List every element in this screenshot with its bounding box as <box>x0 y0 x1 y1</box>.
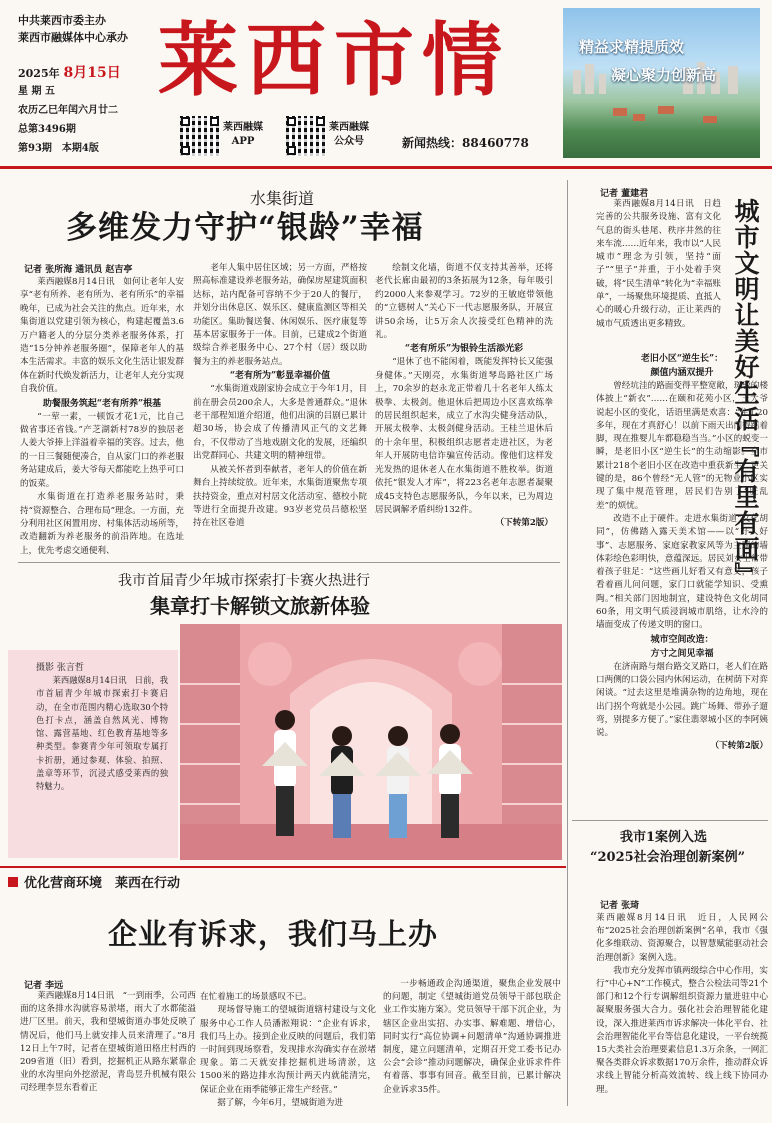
article1-col3-subhead: “老有所乐”为银铃生活添光彩 <box>404 344 524 355</box>
sidebar-body1: 曾经坑洼的路面变得平整宽敞，斑驳的楼体披上“新衣”……在颐和花苑小区，王大爷说起小区的变化，话语里满是欢喜：“住了20多年，现在才真舒心！以前下雨天出门得踮着脚，现在推婴儿车都稳稳当当。”小区的蜕变一瞬，是老旧小区“逆生长”的生动缩影。全市累计218个老旧小区在改造中重获新生，更关键的是，86个曾经“无人管”的无物业小区实现了集中规范管理，居民们告别了“脏乱差”的烦忧。 <box>596 381 768 511</box>
bookstore-photo-graphic <box>180 624 562 860</box>
masthead-sponsor-1: 中共莱西市委主办 <box>18 14 106 27</box>
article2-byline: 摄影 张言哲 <box>36 663 84 673</box>
article1-bottom-rule <box>18 562 560 563</box>
article1-col1-p3: 水集街道在打造养老服务站时，秉持“资源整合、合理布局”理念。一方面，充分利用社区闲置用房、村集体活动场所等，改造翻新为养老服务的前沿阵地。在选址上，优先考虑交通便利、 <box>20 492 184 556</box>
tag-square-icon <box>8 877 18 887</box>
masthead-issue-line: 第93期 本期4版 <box>18 143 99 154</box>
qr-code-wechat <box>286 116 326 156</box>
masthead-weekday: 星 期 五 <box>18 86 55 97</box>
sidebar-divider <box>567 180 568 1106</box>
article3-col2 <box>200 978 376 1123</box>
sidebar-sub1-b: 颜值内涵双提升 <box>650 368 714 378</box>
article3-headline: 企业有诉求，我们马上办 <box>108 917 439 951</box>
article3-top-rule <box>0 866 566 868</box>
article3-col3 <box>383 978 561 1097</box>
masthead-lunar: 农历乙巳年闰六月廿二 <box>18 105 118 116</box>
article1-headline: 多维发力守护“银龄”幸福 <box>66 210 424 246</box>
sidebar-headline: 城市文明让美好生活『有里有面』 <box>731 198 760 588</box>
article1-col2-p3: 从被关怀者到奉献者，老年人的价值在新舞台上持续绽放。近年来，水集街道聚焦专项扶持资金，重点对村居文化活动室、德校小院等进行全面提升改建。93岁老党员吕德松坚持在社区卷道 <box>193 464 367 529</box>
article1-col1-p1: 莱西融媒8月14日讯 如何让老年人安享“老有所养、老有所为、老有所乐”的幸福晚年，已成为社会关注的焦点。近年来，水集街道以党建引领为核心，构建起覆盖3.6万户籍老人的分层分类养老服务体系，打造“15分钟养老服务圈”，保障老年人的基本生活需求。丰富的娱乐文化生活让银发群体在新时代焕发新活力，让老年人充分实现自我价值。 <box>20 277 184 395</box>
qr-app-label-1: 莱西融媒 <box>223 122 263 133</box>
article2-headline-1: 我市首届青少年城市探索打卡赛火热进行 <box>118 573 370 589</box>
article2-headline-2: 集章打卡解锁文旅新体验 <box>150 594 370 618</box>
article3-col1-text: 莱西融媒8月14日讯 “一到雨季，公司西面的这条排水沟就容易淤堵，雨大了水都能溢进厂区里。前天，我和望城街道办事处反映了情况后，他们马上就安排人员来清理了。”8月12日上午7时，记者在望城街道田格庄村西的209省道（旧）看到，挖掘机正从路东紧靠企业的水沟里向外挖淤泥，青岛昱升机械有限公司经理李昱东看着正 <box>20 991 196 1094</box>
article1-col1 <box>20 276 184 558</box>
sidebar-sub2 <box>596 633 768 661</box>
sidebar-body1b: 改造不止于硬件。走进水集街道“文化胡同”，仿佛踏入露天美术馆——以“好人好事”、志愿服务、家庭家教家风等为主题的墙体彩绘色彩明快，意蕴深远。居民刘女士常带着孩子驻足：“这些画儿好看又有意义，孩子看着画儿问问题，家门口就能学知识、受熏陶。”相关部门因地制宜，建设特色文化胡同60条，用文明气质浸润城市肌络，让水泠的墙面变成了传递文明的窗口。 <box>596 513 768 631</box>
masthead-rule <box>0 166 772 169</box>
masthead-issue-total: 总第3496期 <box>18 124 76 135</box>
sidebar-body2: 在济南路与烟台路交叉路口，老人们在路口两侧的口袋公园内休闲运动，在树荫下对弈闲谈。“过去这里是堆满杂物的边角地，现在出门拐个弯就是小公园。跳广场舞、带孙子遛弯，别提多方便了。”家住翡翠城小区的李阿姨说。 <box>596 661 768 739</box>
qr-app-label <box>223 121 263 149</box>
sidebar-rule <box>572 820 768 821</box>
article1-col2-p2: “水集街道戏剧家协会成立于今年1月，目前在册会员200余人，大多是普通群众。”退休老干部程知道介绍道，他们出演的吕剧已累计超30场，协会成了传播清风正气的文艺舞台，不仅带动了当地戏剧文化的发展，还编织出党群同心、共建文明的精神纽带。 <box>193 384 367 462</box>
article1-col1-subhead: 助餐服务筑起“老有所养”根基 <box>42 398 162 409</box>
article1-col1-p2: “一荤一素，一顿饭才花1元，比自己做省事还省钱。”产芝湖新村78岁的独居老人姜大爷捧上洋溢着幸福的笑容。过去，他的一日三餐随便凑合，自从家门口的养老服务站建成后，姜大爷每天都能吃上热乎可口的饭菜。 <box>20 411 184 489</box>
date-year: 2025年 <box>18 67 60 80</box>
sidebar-continued: （下转第2版） <box>710 741 768 752</box>
article1-kicker: 水集街道 <box>250 189 315 208</box>
masthead <box>0 0 772 162</box>
sidebar-sub2-b: 方寸之间见幸福 <box>650 648 714 659</box>
banner-line-1: 精益求精提质效 <box>579 38 685 56</box>
masthead-title: 莱西市情 <box>158 13 510 107</box>
banner-image <box>563 8 760 158</box>
article2-body: 莱西融媒8月14日讯 日前，我市首届青少年城市探索打卡赛启动，在全市范围内精心选取30个特色打卡点，涵盖自然风光、博物馆、露营基地、红色教育基地等多种类型。参赛青少年可领取专属打卡折册，通过参观、体验、拍照、盖章等环节，沉浸式感受莱西的独特魅力。 <box>36 675 168 792</box>
date-day: 8月15日 <box>63 65 121 81</box>
article4-body: 莱西融媒8月14日讯 近日，人民网公布“2025社会治理创新案例”名单，我市《强化多维联动、资源聚合，以智慧赋能驱动社会治理创新》案例入选。 我市充分发挥市镇两级综合中心作用，实行“中心+N”工作模式，整合公检法司等21个部门和12个行专调解组织资源力量进驻中心凝聚服务强大合力。强化社会治理智能化建设，深入推进莱西市诉求解决一体化平台、社会治理智能化平台等信息化建设，一平台统揽15大类社会治理要素信息1.3万余条，一网汇聚各类群众诉求数据170万余件，推动群众诉求线上智能分析高效流转、线上线下协同办理。 <box>596 913 768 1095</box>
hotline <box>402 134 529 151</box>
article4-headline-1: 我市1案例入选 <box>620 830 708 845</box>
article3-tag <box>8 872 180 891</box>
sidebar-byline: 记者 董建君 <box>600 189 649 199</box>
qr-wechat-label <box>329 121 369 149</box>
article3-col2-text: 在忙着施工的场景感叹不已。 现场督导施工的望城街道辖村建设与文化服务中心工作人员潘淞翔说：“企业有诉求，我们马上办。接到企业反映的问题后，我们第一时间到现场察看，发现排水沟确实存在淤堵现象。第二天就安排挖掘机进场清淤，这1500米的路边排水沟预计两天内就能清完，保证企业在雨季能够正常生产经营。” 据了解，今年6月，望城街道为进 <box>200 992 376 1108</box>
article4-byline: 记者 张琦 <box>600 901 640 911</box>
hotline-label: 新闻热线： <box>402 136 463 150</box>
article3-byline: 记者 李远 <box>24 981 64 991</box>
article1-byline: 记者 张所海 通讯员 赵吉亭 <box>24 265 133 275</box>
masthead-sponsor-2: 莱西市融媒体中心承办 <box>18 31 128 44</box>
sidebar-sub1 <box>596 352 768 380</box>
qr-code-app <box>180 116 220 156</box>
article3-col3-text: 一步畅通政企沟通渠道，聚焦企业发展中的问题，制定《望城街道党员领导干部包联企业工作实施方案》。党员领导干部下沉企业，为辖区企业出实招、办实事、解难题、增信心，同时实行“高位协调+问题清单”沟通协调推进制度，建立问题清单，定期召开党工委书记办公会“会诊”推动问题解决，确保企业诉求件件有着落、事事有回音。截至目前，已累计解决企业诉求35件。 <box>383 979 561 1095</box>
sidebar-sub2-a: 城市空间改造： <box>650 634 714 645</box>
article2-caption-box <box>8 650 178 858</box>
article1-continued: （下转第2版） <box>495 518 553 529</box>
qr-wechat-label-2: 公众号 <box>334 136 364 147</box>
sidebar-intro: 莱西融媒8月14日讯 日趋完善的公共服务设施、富有文化气息的街头巷尾、秩序井然的往来车流……近年来，我市以“人民城市”理念为引领，坚持“面子”“里子”并重，于小处着手突破，将“民生清单”转化为“幸福账单”，一场聚焦环境提质、直抵人心的暖心升级行动，正让莱西的城市气质透出更多精致。 <box>596 199 721 329</box>
article1-col3-p1: 绘制文化墙，街道不仅支持其善举，还将老代长廊由最初的3条拓展为12条，每年吸引约2000人来参观学习。72岁的王敏庭带领他的“立德树人”关心下一代志愿服务队，开展宣讲50余场，让5万余人次接受红色精神的洗礼。 <box>375 263 553 341</box>
article1-col2-subhead: “老有所为”彰显幸福价值 <box>229 371 331 382</box>
qr-app-label-2: APP <box>231 136 255 147</box>
article3-col1 <box>20 990 196 1096</box>
hotline-number: 88460778 <box>462 136 529 150</box>
sidebar-sub1-a: 老旧小区“逆生长”： <box>640 354 724 364</box>
qr-wechat-label-1: 莱西融媒 <box>329 122 369 133</box>
article3-tag-text: 优化营商环境 莱西在行动 <box>24 876 181 891</box>
article4-headline-2: “2025社会治理创新案例” <box>590 850 746 865</box>
article1-col3-p2: “退休了也不能闲着，既能发挥特长又能强身健体。”天刚亮，水集街道琴岛路社区广场上，70余岁的赵永龙正带着几十名老年人练太极拳、太极剑。他退休后把周边小区喜欢练拳的居民组织起来，成立了水沟尖健身活动队，开展太极拳、太极剑健身活动。王桂兰退休后的十余年里，积极组织志愿者走进社区，为老年人开展防电信诈骗宣传活动。像他们这样发光发热的退休老人在水集街道不胜枚举。街道依托“银发人才库”，将223名老年志愿者凝聚成45支特色志愿服务队，今年以来，已为周边居民调解矛盾纠纷132件。 <box>375 357 553 515</box>
article1-col2 <box>193 262 367 531</box>
article1-col3 <box>375 262 553 531</box>
banner-line-2: 凝心聚力创新高 <box>611 66 717 84</box>
masthead-date <box>18 62 121 82</box>
article2-photo <box>180 624 562 860</box>
article1-col2-p1: 老年人集中居住区域；另一方面，严格按照高标准建设养老服务站，确保房屋建筑面积达标，站内配备可容纳不少于20人的餐厅，并划分出休息区、娱乐区、健康监测区等相关功能区。集助餐送餐、休闲娱乐、医疗康复等基本居家服务于一体。目前，已建成2个街道级综合养老服务中心、27个村（居）级以助餐为主的养老服务站点。 <box>193 263 367 367</box>
sidebar-body <box>596 352 768 754</box>
